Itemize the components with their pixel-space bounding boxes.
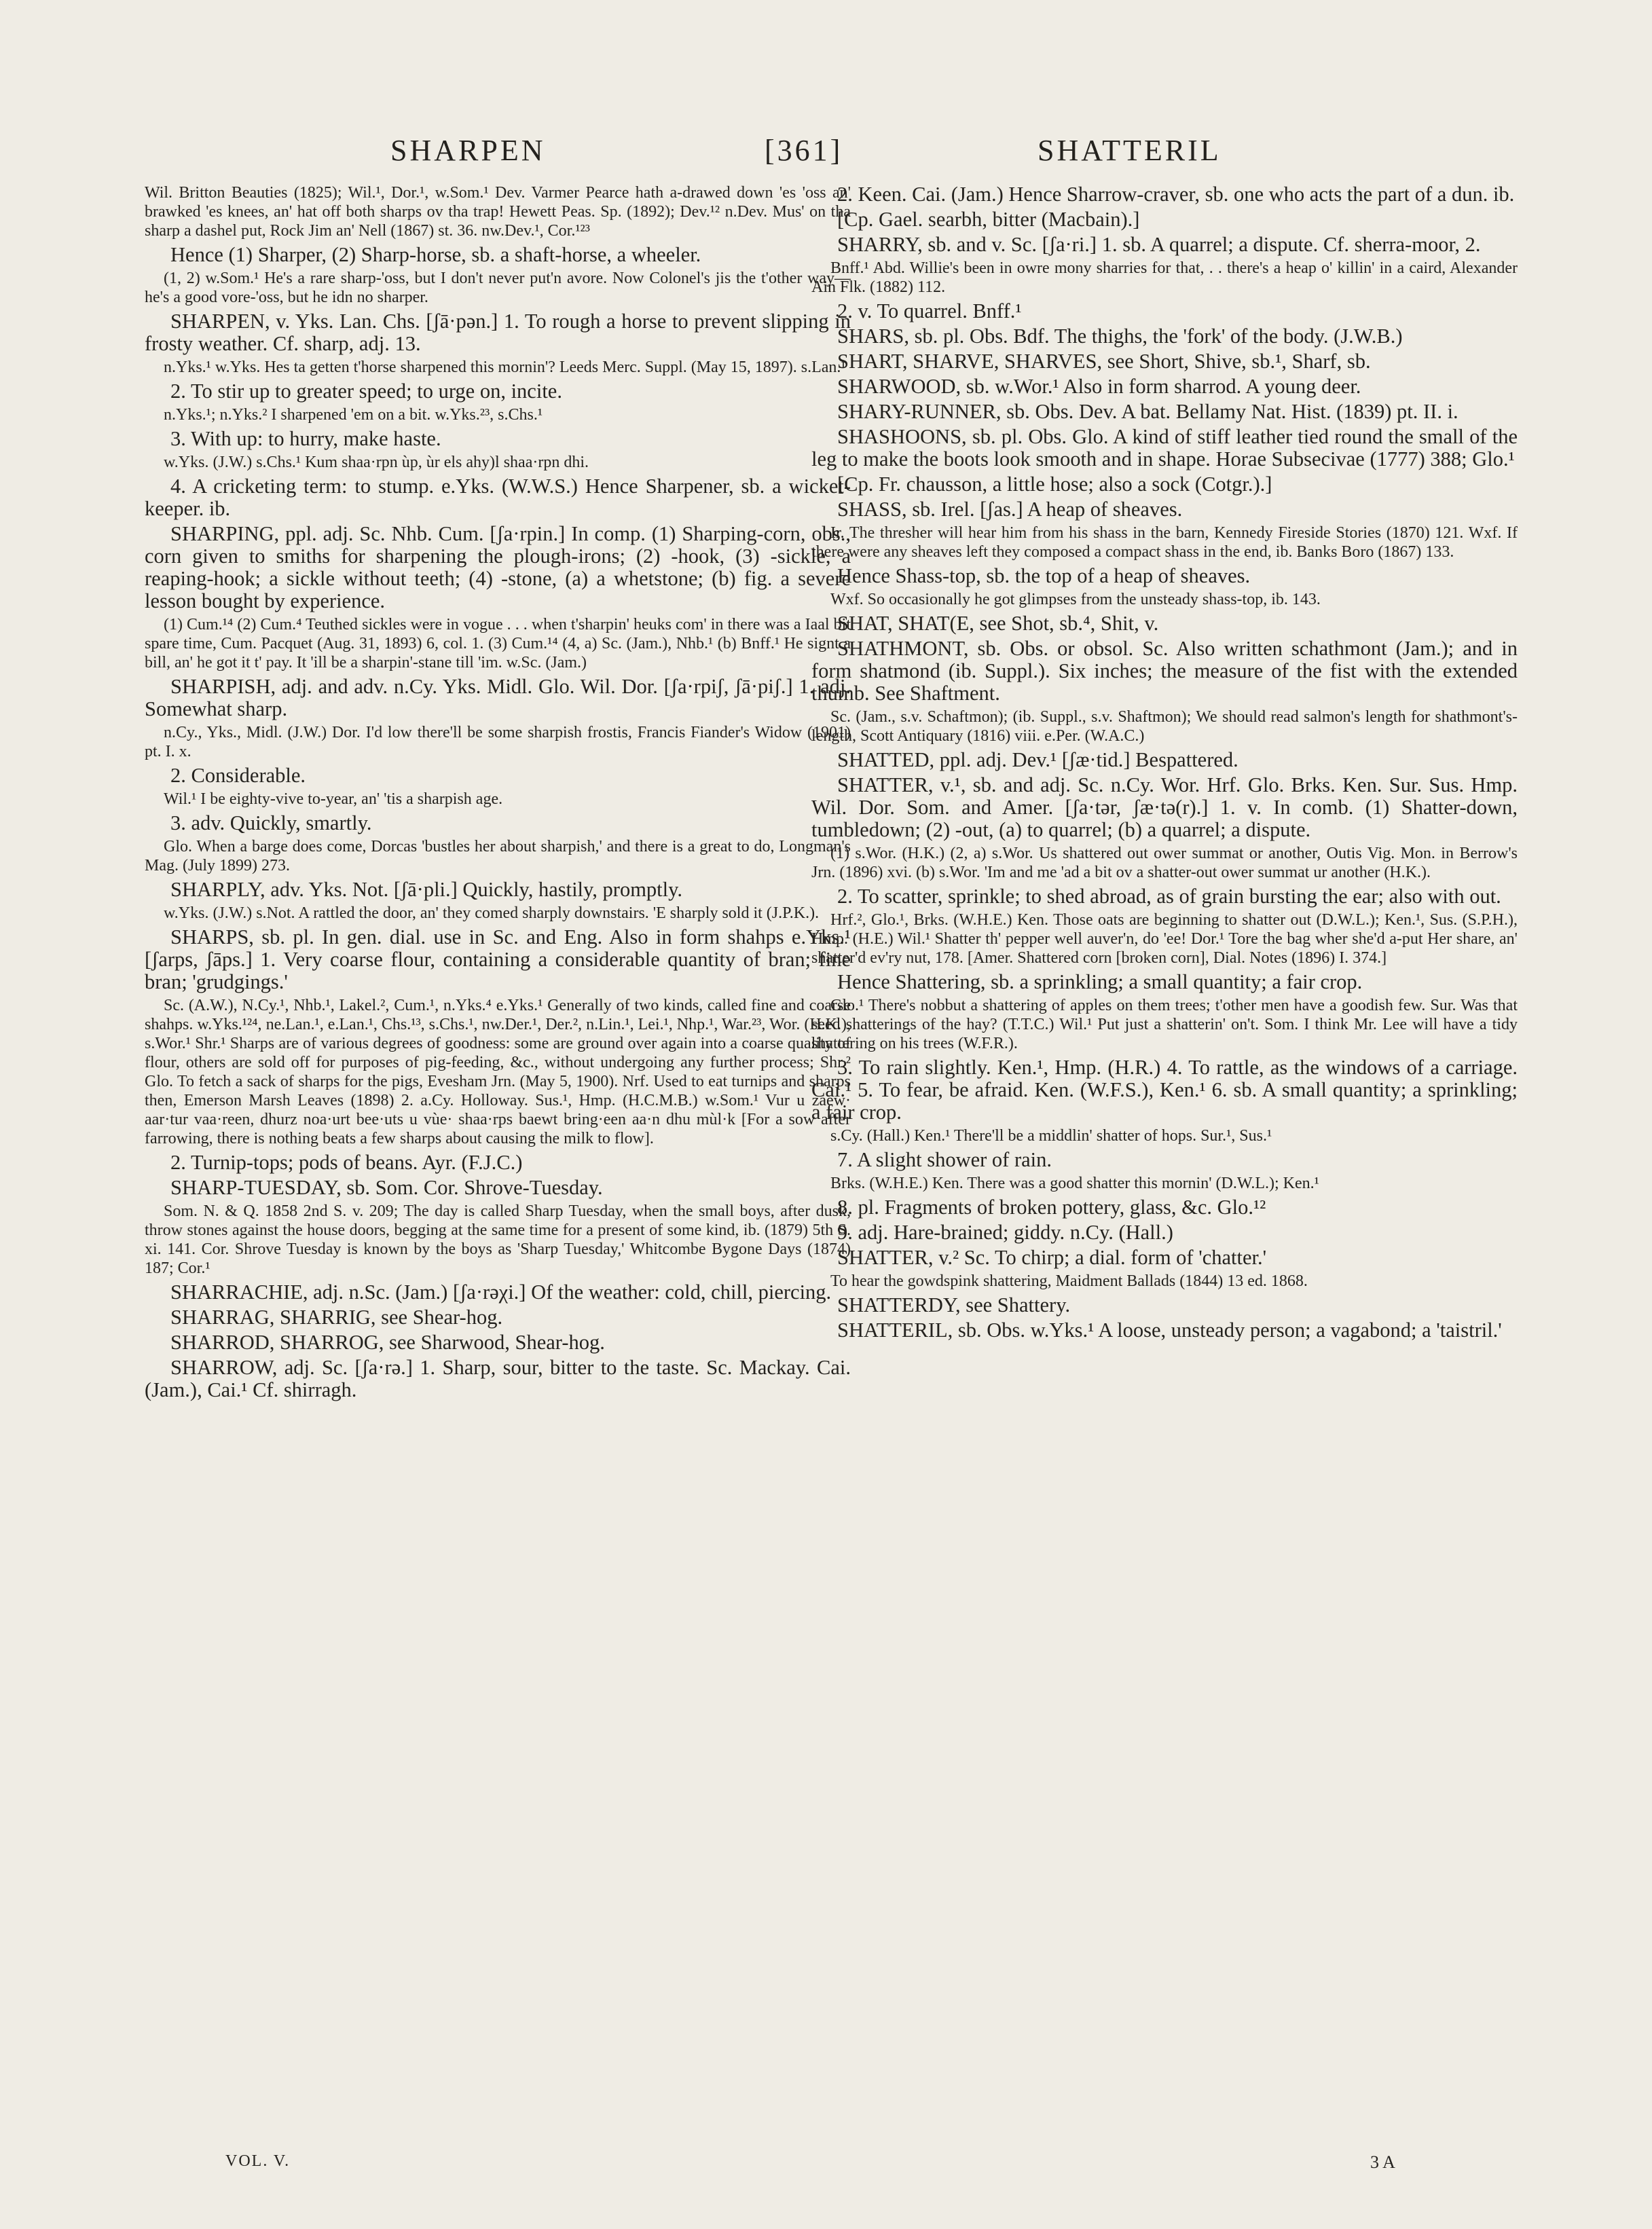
citation-block: n.Cy., Yks., Midl. (J.W.) Dor. I'd low there'll be some sharpish frostis, Francis Fiander's Widow (1901) pt. I. x.	[145, 724, 851, 760]
citation-block: w.Yks. (J.W.) s.Chs.¹ Kum shaa·rpn ùp, ùr els ahy)l shaa·rpn dhi.	[164, 454, 589, 471]
dictionary-entry: SHASS, sb. Irel. [ʃas.] A heap of sheaves.	[837, 498, 1183, 521]
dictionary-entry: SHARPING, ppl. adj. Sc. Nhb. Cum. [ʃa·rpin.] In comp. (1) Sharping-corn, obs., corn given to smiths for sharpening the plough-irons; (2) -hook, (3) -sickle, a reaping-hook; a sickle without teeth; (4) -stone, (a) a whetstone; (b) fig. a severe lesson bought by experience.	[145, 522, 851, 612]
citation-block: Hrf.², Glo.¹, Brks. (W.H.E.) Ken. Those oats are beginning to shatter out (D.W.L.); Ken.¹, Sus. (S.P.H.), Hmp. (H.E.) Wil.¹ Shatter th' pepper well auver'n, do 'ee! Dor.¹ Tore the bag wher she'd a-put Her share, an' shatter'd ev'ry nut, 178. [Amer. Shattered corn [broken corn], Dial. Notes (1896) I. 374.]	[811, 911, 1518, 967]
citation-block: Wil. Britton Beauties (1825); Wil.¹, Dor.¹, w.Som.¹ Dev. Varmer Pearce hath a-drawed down 'es 'oss an' brawked 'es knees, an' hat off both sharps ov tha trap! Hewett Peas. Sp. (1892); Dev.¹² n.Dev. Mus' on tha sharp a dashel put, Rock Jim an' Nell (1867) st. 36. nw.Dev.¹, Cor.¹²³	[145, 184, 851, 240]
citation-block: (1) Cum.¹⁴ (2) Cum.⁴ Teuthed sickles were in vogue . . . when t'sharpin' heuks com' in there was a Iaal bit spare time, Cum. Pacquet (Aug. 31, 1893) 6, col. 1. (3) Cum.¹⁴ (4, a) Sc. (Jam.), Nhb.¹ (b) Bnff.¹ He signt a bill, an' he got it t' pay. It 'ill be a sharpin'-stane till 'im. w.Sc. (Jam.)	[145, 616, 851, 671]
volume-mark: VOL. V.	[225, 2152, 291, 2170]
citation-block: Glo. When a barge does come, Dorcas 'bustles her about sharpish,' and there is a great to do, Longman's Mag. (July 1899) 273.	[145, 838, 851, 874]
dictionary-entry: Hence Shass-top, sb. the top of a heap of sheaves.	[837, 564, 1251, 587]
dictionary-entry: SHATTERIL, sb. Obs. w.Yks.¹ A loose, unsteady person; a vagabond; a 'taistril.'	[837, 1319, 1502, 1342]
header-first-headword: SHARPEN	[390, 134, 546, 167]
citation-block: To hear the gowdspink shattering, Maidment Ballads (1844) 13 ed. 1868.	[830, 1272, 1308, 1290]
citation-block: n.Yks.¹; n.Yks.² I sharpened 'em on a bit. w.Yks.²³, s.Chs.¹	[164, 406, 543, 424]
dictionary-entry: 2. Considerable.	[170, 764, 306, 787]
right-column	[811, 183, 1518, 1344]
dictionary-entry: SHARRY, sb. and v. Sc. [ʃa·ri.] 1. sb. A quarrel; a dispute. Cf. sherra-moor, 2.	[837, 233, 1481, 256]
dictionary-entry: SHART, SHARVE, SHARVES, see Short, Shive, sb.¹, Sharf, sb.	[837, 350, 1371, 373]
dictionary-entry: SHATTER, v.² Sc. To chirp; a dial. form of 'chatter.'	[837, 1246, 1267, 1269]
running-head	[0, 133, 1652, 174]
dictionary-entry: 9. adj. Hare-brained; giddy. n.Cy. (Hall.)	[837, 1221, 1173, 1244]
dictionary-entry: SHARRAG, SHARRIG, see Shear-hog.	[170, 1306, 503, 1329]
dictionary-entry: SHARROW, adj. Sc. [ʃa·rə.] 1. Sharp, sour, bitter to the taste. Sc. Mackay. Cai. (Jam.), Cai.¹ Cf. shirragh.	[145, 1356, 851, 1401]
dictionary-entry: Hence Shattering, sb. a sprinkling; a small quantity; a fair crop.	[837, 970, 1363, 993]
citation-block: (1) s.Wor. (H.K.) (2, a) s.Wor. Us shattered out ower summat or another, Outis Vig. Mon. in Berrow's Jrn. (1896) xvi. (b) s.Wor. 'Im and me 'ad a bit ov a shatter-out ower summat ur another (H.K.).	[811, 845, 1518, 881]
dictionary-entry: SHATTED, ppl. adj. Dev.¹ [ʃæ·tid.] Bespattered.	[837, 748, 1238, 771]
dictionary-entry: SHARROD, SHARROG, see Sharwood, Shear-hog.	[170, 1331, 605, 1354]
citation-block: w.Yks. (J.W.) s.Not. A rattled the door, an' they comed sharply downstairs. 'E sharply sold it (J.P.K.).	[164, 904, 820, 922]
dictionary-entry: 2. To scatter, sprinkle; to shed abroad, as of grain bursting the ear; also with out.	[837, 885, 1501, 908]
dictionary-entry: 2. v. To quarrel. Bnff.¹	[837, 299, 1022, 323]
citation-block: Bnff.¹ Abd. Willie's been in owre mony sharries for that, . . there's a heap o' killin' in a caird, Alexander Ain Flk. (1882) 112.	[811, 259, 1518, 296]
citation-block: Brks. (W.H.E.) Ken. There was a good shatter this mornin' (D.W.L.); Ken.¹	[830, 1175, 1319, 1192]
page-number: [361]	[765, 134, 843, 167]
dictionary-entry: SHATHMONT, sb. Obs. or obsol. Sc. Also written schathmont (Jam.); and in form shatmond (ib. Suppl.). Six inches; the measure of the fist with the extended thumb. See Shaftment.	[811, 637, 1518, 705]
citation-block: Wxf. So occasionally he got glimpses from the unsteady shass-top, ib. 143.	[830, 591, 1321, 608]
signature-mark: 3 A	[1370, 2152, 1395, 2172]
dictionary-entry: SHARY-RUNNER, sb. Obs. Dev. A bat. Bellamy Nat. Hist. (1839) pt. II. i.	[837, 400, 1458, 423]
citation-block: Som. N. & Q. 1858 2nd S. v. 209; The day is called Sharp Tuesday, when the small boys, after dusk, throw stones against the house doors, begging at the same time for a present of some kind, ib. (1879) 5th S. xi. 141. Cor. Shrove Tuesday is known by the boys as 'Sharp Tuesday,' Whitcombe Bygone Days (1874) 187; Cor.¹	[145, 1202, 851, 1277]
dictionary-entry: 7. A slight shower of rain.	[837, 1148, 1052, 1171]
dictionary-entry: SHARWOOD, sb. w.Wor.¹ Also in form sharrod. A young deer.	[837, 375, 1361, 398]
dictionary-entry: 3. adv. Quickly, smartly.	[170, 811, 372, 834]
dictionary-entry: SHASHOONS, sb. pl. Obs. Glo. A kind of stiff leather tied round the small of the leg to make the boots look smooth and in shape. Horae Subsecivae (1777) 388; Glo.¹	[811, 425, 1518, 471]
citation-block: s.Cy. (Hall.) Ken.¹ There'll be a middlin' shatter of hops. Sur.¹, Sus.¹	[830, 1127, 1272, 1145]
dictionary-entry: 3. To rain slightly. Ken.¹, Hmp. (H.R.) 4. To rattle, as the windows of a carriage. Cai.¹ 5. To fear, be afraid. Ken. (W.F.S.), Ken.¹ 6. sb. A small quantity; a sprinkling; a fair crop.	[811, 1056, 1518, 1124]
dictionary-entry: SHATTER, v.¹, sb. and adj. Sc. n.Cy. Wor. Hrf. Glo. Brks. Ken. Sur. Sus. Hmp. Wil. Dor. Som. and Amer. [ʃa·tər, ʃæ·tə(r).] 1. v. In comb. (1) Shatter-down, tumbledown; (2) -out, (a) to quarrel; (b) a quarrel; a dispute.	[811, 773, 1518, 841]
left-column	[145, 183, 851, 1404]
dictionary-entry: SHARS, sb. pl. Obs. Bdf. The thighs, the 'fork' of the body. (J.W.B.)	[837, 325, 1403, 348]
dictionary-entry: 2. To stir up to greater speed; to urge on, incite.	[170, 380, 562, 403]
dictionary-entry: 8. pl. Fragments of broken pottery, glass, &c. Glo.¹²	[837, 1196, 1266, 1219]
dictionary-entry: SHATTERDY, see Shattery.	[837, 1293, 1071, 1316]
citation-block: Glo.¹ There's nobbut a shattering of apples on them trees; t'other men have a goodish few. Sur. Was that seed shatterings of the hay? (T.T.C.) Wil.¹ Put just a shatterin' on't. Som. I think Mr. Lee will have a tidy shattering on his trees (W.F.R.).	[811, 997, 1518, 1052]
dictionary-entry: [Cp. Gael. searbh, bitter (Macbain).]	[837, 208, 1140, 231]
dictionary-entry: SHARPLY, adv. Yks. Not. [ʃā·pli.] Quickly, hastily, promptly.	[170, 878, 683, 901]
citation-block: Sc. (A.W.), N.Cy.¹, Nhb.¹, Lakel.², Cum.¹, n.Yks.⁴ e.Yks.¹ Generally of two kinds, called fine and coarse shahps. w.Yks.¹²⁴, ne.Lan.¹, e.Lan.¹, Chs.¹³, s.Chs.¹, nw.Der.¹, Der.², n.Lin.¹, Lei.¹, Nhp.¹, War.²³, Wor. (H.K.), s.Wor.¹ Shr.¹ Sharps are of various degrees of goodness: some are ground over again into a coarse quality of flour, others are sold off for purposes of pig-feeding, &c., without undergoing any further process; Shr.² Glo. To fetch a sack of sharps for the pigs, Evesham Jrn. (May 5, 1900). Nrf. Used to eat turnips and sharps then, Emerson Marsh Leaves (1898) 2. a.Cy. Holloway. Sus.¹, Hmp. (H.C.M.B.) w.Som.¹ Vur u zaew· aar·tur vaa·reen, dhurz noa·urt bee·uts u vùe· shaa·rps baewt bring·een aa·n dhu mùl·k [For a sow after farrowing, there is nothing beats a few sharps about causing the milk to flow].	[145, 997, 851, 1147]
citation-block: Sc. (Jam., s.v. Schaftmon); (ib. Suppl., s.v. Shaftmon); We should read salmon's length for shathmont's-length, Scott Antiquary (1816) viii. e.Per. (W.A.C.)	[811, 708, 1518, 745]
dictionary-entry: [Cp. Fr. chausson, a little hose; also a sock (Cotgr.).]	[837, 473, 1272, 496]
dictionary-entry: SHAT, SHAT(E, see Shot, sb.⁴, Shit, v.	[837, 612, 1159, 635]
dictionary-entry: Hence (1) Sharper, (2) Sharp-horse, sb. a shaft-horse, a wheeler.	[170, 243, 701, 266]
dictionary-entry: 3. With up: to hurry, make haste.	[170, 427, 441, 450]
dictionary-entry: 2. Turnip-tops; pods of beans. Ayr. (F.J.C.)	[170, 1151, 523, 1174]
header-last-headword: SHATTERIL	[1038, 134, 1222, 167]
dictionary-entry: SHARPEN, v. Yks. Lan. Chs. [ʃā·pən.] 1. To rough a horse to prevent slipping in frosty weather. Cf. sharp, adj. 13.	[145, 310, 851, 355]
citation-block: (1, 2) w.Som.¹ He's a rare sharp-'oss, but I don't never put'n avore. Now Colonel's jis the t'other way—he's a good vore-'oss, but he idn no sharper.	[145, 270, 851, 306]
dictionary-entry: SHARP-TUESDAY, sb. Som. Cor. Shrove-Tuesday.	[170, 1176, 603, 1199]
dictionary-entry: SHARPS, sb. pl. In gen. dial. use in Sc. and Eng. Also in form shahps e.Yks.¹ [ʃarps, ʃāps.] 1. Very coarse flour, containing a considerable quantity of bran; fine bran; 'grudgings.'	[145, 925, 851, 993]
citation-block: n.Yks.¹ w.Yks. Hes ta getten t'horse sharpened this mornin'? Leeds Merc. Suppl. (May 15, 1897). s.Lan.¹	[164, 358, 846, 376]
dictionary-entry: SHARPISH, adj. and adv. n.Cy. Yks. Midl. Glo. Wil. Dor. [ʃa·rpiʃ, ʃā·piʃ.] 1. adj. Somewhat sharp.	[145, 675, 851, 720]
dictionary-entry: SHARRACHIE, adj. n.Sc. (Jam.) [ʃa·rəχi.] Of the weather: cold, chill, piercing.	[170, 1281, 832, 1304]
dictionary-entry: 4. A cricketing term: to stump. e.Yks. (W.W.S.) Hence Sharpener, sb. a wicket-keeper. ib.	[145, 475, 851, 520]
citation-block: Wil.¹ I be eighty-vive to-year, an' 'tis a sharpish age.	[164, 790, 503, 808]
dictionary-entry: 2. Keen. Cai. (Jam.) Hence Sharrow-craver, sb. one who acts the part of a dun. ib.	[837, 183, 1515, 206]
citation-block: Ir. The thresher will hear him from his shass in the barn, Kennedy Fireside Stories (1870) 121. Wxf. If there were any sheaves left they composed a compact shass in the end, ib. Banks Boro (1867) 133.	[811, 524, 1518, 561]
